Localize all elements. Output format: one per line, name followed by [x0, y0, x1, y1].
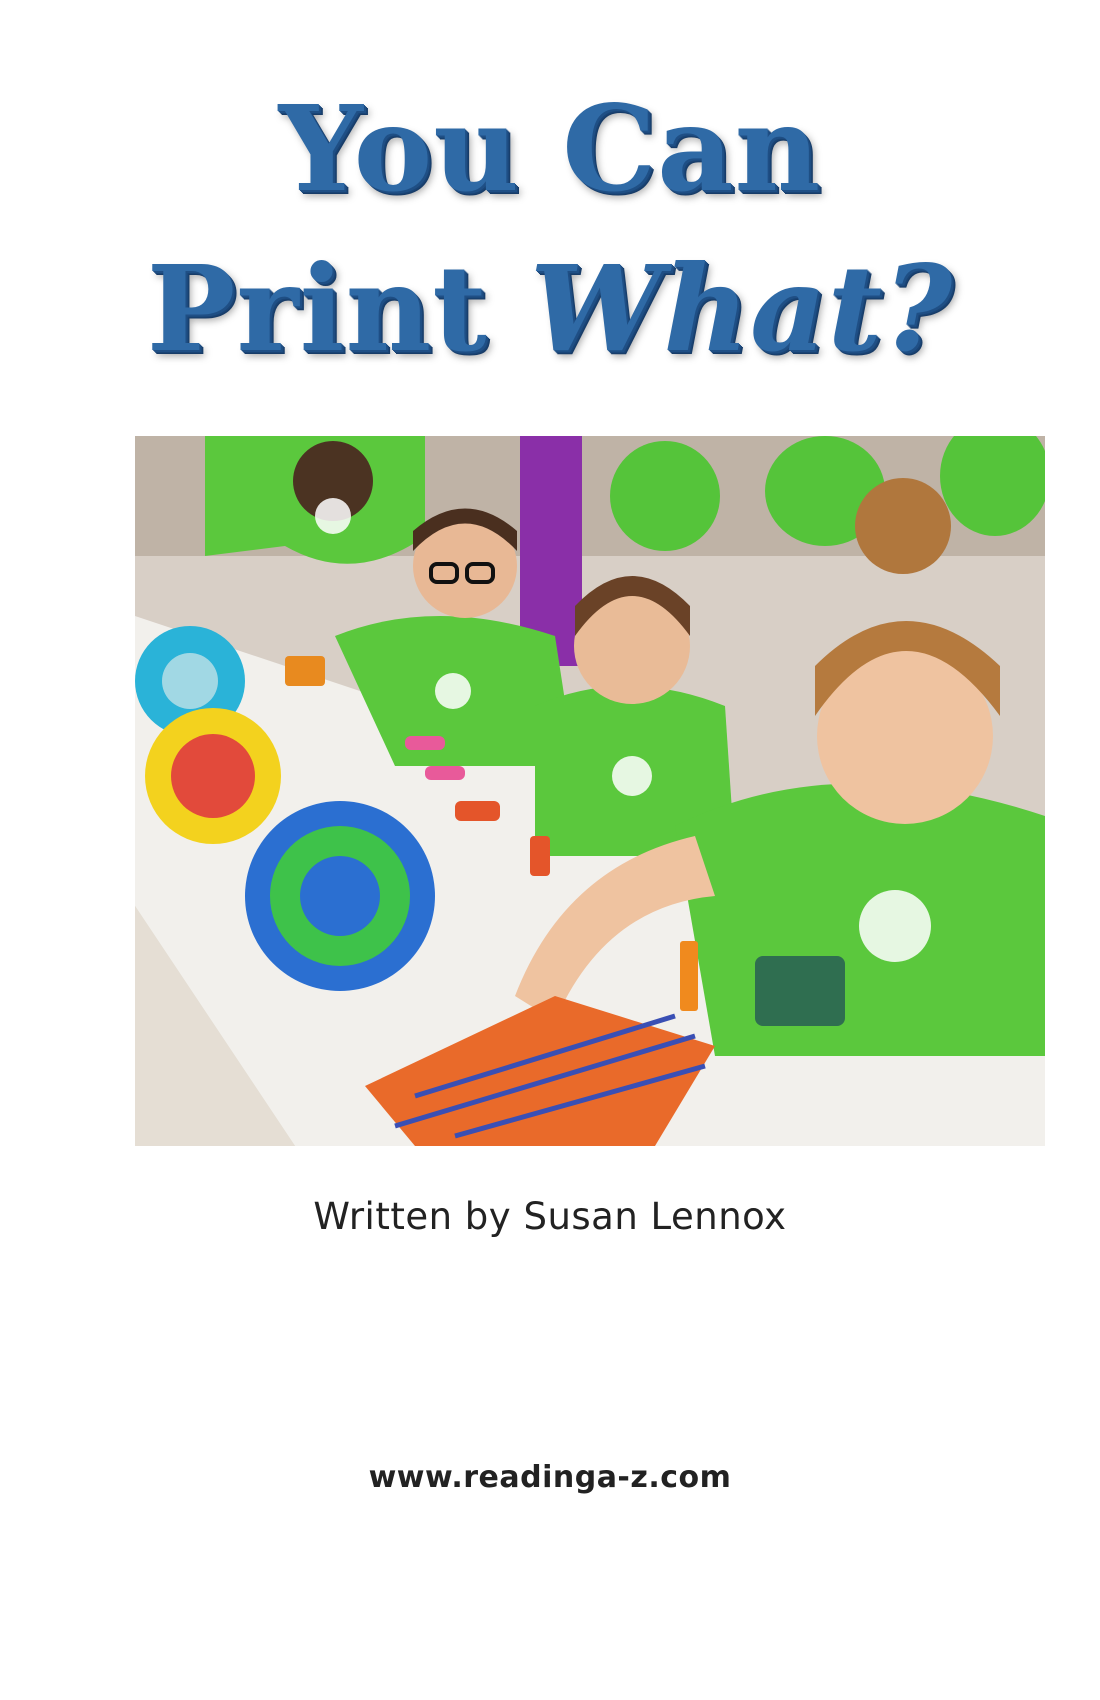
title-print-word: Print: [146, 239, 530, 378]
title-line-1: You Can: [278, 79, 822, 218]
cover-photo: [135, 436, 1045, 1146]
website-link[interactable]: www.readinga-z.com: [368, 1460, 732, 1495]
title-what-word: What?: [529, 239, 954, 378]
title-line-2: [0, 239, 1100, 378]
author-byline: Written by Susan Lennox: [313, 1195, 787, 1238]
